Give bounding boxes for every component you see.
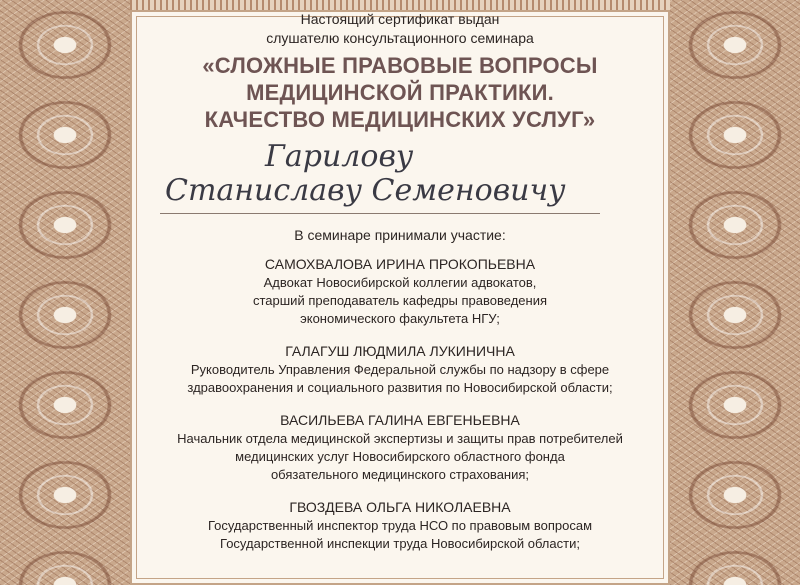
recipient-first-names: Станиславу Семеновичу <box>165 173 566 208</box>
participant-role <box>130 430 670 484</box>
participant-name: ГВОЗДЕВА ОЛЬГА НИКОЛАЕВНА <box>289 499 511 515</box>
participant-entry <box>130 411 670 484</box>
recipient-name <box>130 139 670 219</box>
title-line: «СЛОЖНЫЕ ПРАВОВЫЕ ВОПРОСЫ <box>202 53 598 78</box>
role-line: старший преподаватель кафедры правоведения <box>252 293 548 308</box>
participant-role <box>130 274 670 328</box>
participant-entry <box>130 342 670 397</box>
role-line: Адвокат Новосибирской коллегии адвокатов, <box>263 275 537 290</box>
intro-line: слушателю консультационного семинара <box>266 30 534 46</box>
role-line: Государственной инспекции труда Новосибирской области; <box>220 536 580 551</box>
role-line: Начальник отдела медицинской экспертизы и защиты прав потребителей <box>177 431 623 446</box>
participants-heading: В семинаре принимали участие: <box>294 227 506 243</box>
decorative-border-left <box>0 0 130 585</box>
role-line: медицинских услуг Новосибирского областного фонда <box>235 449 565 464</box>
role-line: обязательного медицинского страхования; <box>270 467 530 482</box>
participant-role <box>130 361 670 397</box>
participant-entry <box>130 255 670 328</box>
recipient-last-name: Гарилову <box>265 139 414 174</box>
participant-role <box>130 517 670 553</box>
participant-name: ВАСИЛЬЕВА ГАЛИНА ЕВГЕНЬЕВНА <box>280 412 520 428</box>
participant-entry <box>130 498 670 553</box>
intro-line: Настоящий сертификат выдан <box>300 11 500 27</box>
role-line: экономического факультета НГУ; <box>300 311 500 326</box>
role-line: Государственный инспектор труда НСО по правовым вопросам <box>207 518 593 533</box>
decorative-border-right <box>670 0 800 585</box>
intro-text <box>130 10 670 48</box>
title-line: МЕДИЦИНСКОЙ ПРАКТИКИ. <box>246 80 554 105</box>
decorative-border-top <box>130 0 670 10</box>
role-line: здравоохранения и социального развития по Новосибирской области; <box>187 380 613 395</box>
title-line: КАЧЕСТВО МЕДИЦИНСКИХ УСЛУГ» <box>204 107 596 132</box>
seminar-title <box>130 52 670 133</box>
signature-line <box>160 213 600 214</box>
participant-name: ГАЛАГУШ ЛЮДМИЛА ЛУКИНИЧНА <box>285 343 515 359</box>
participant-name: САМОХВАЛОВА ИРИНА ПРОКОПЬЕВНА <box>264 256 536 272</box>
certificate-body <box>130 10 670 585</box>
role-line: Руководитель Управления Федеральной службы по надзору в сфере <box>190 362 610 377</box>
